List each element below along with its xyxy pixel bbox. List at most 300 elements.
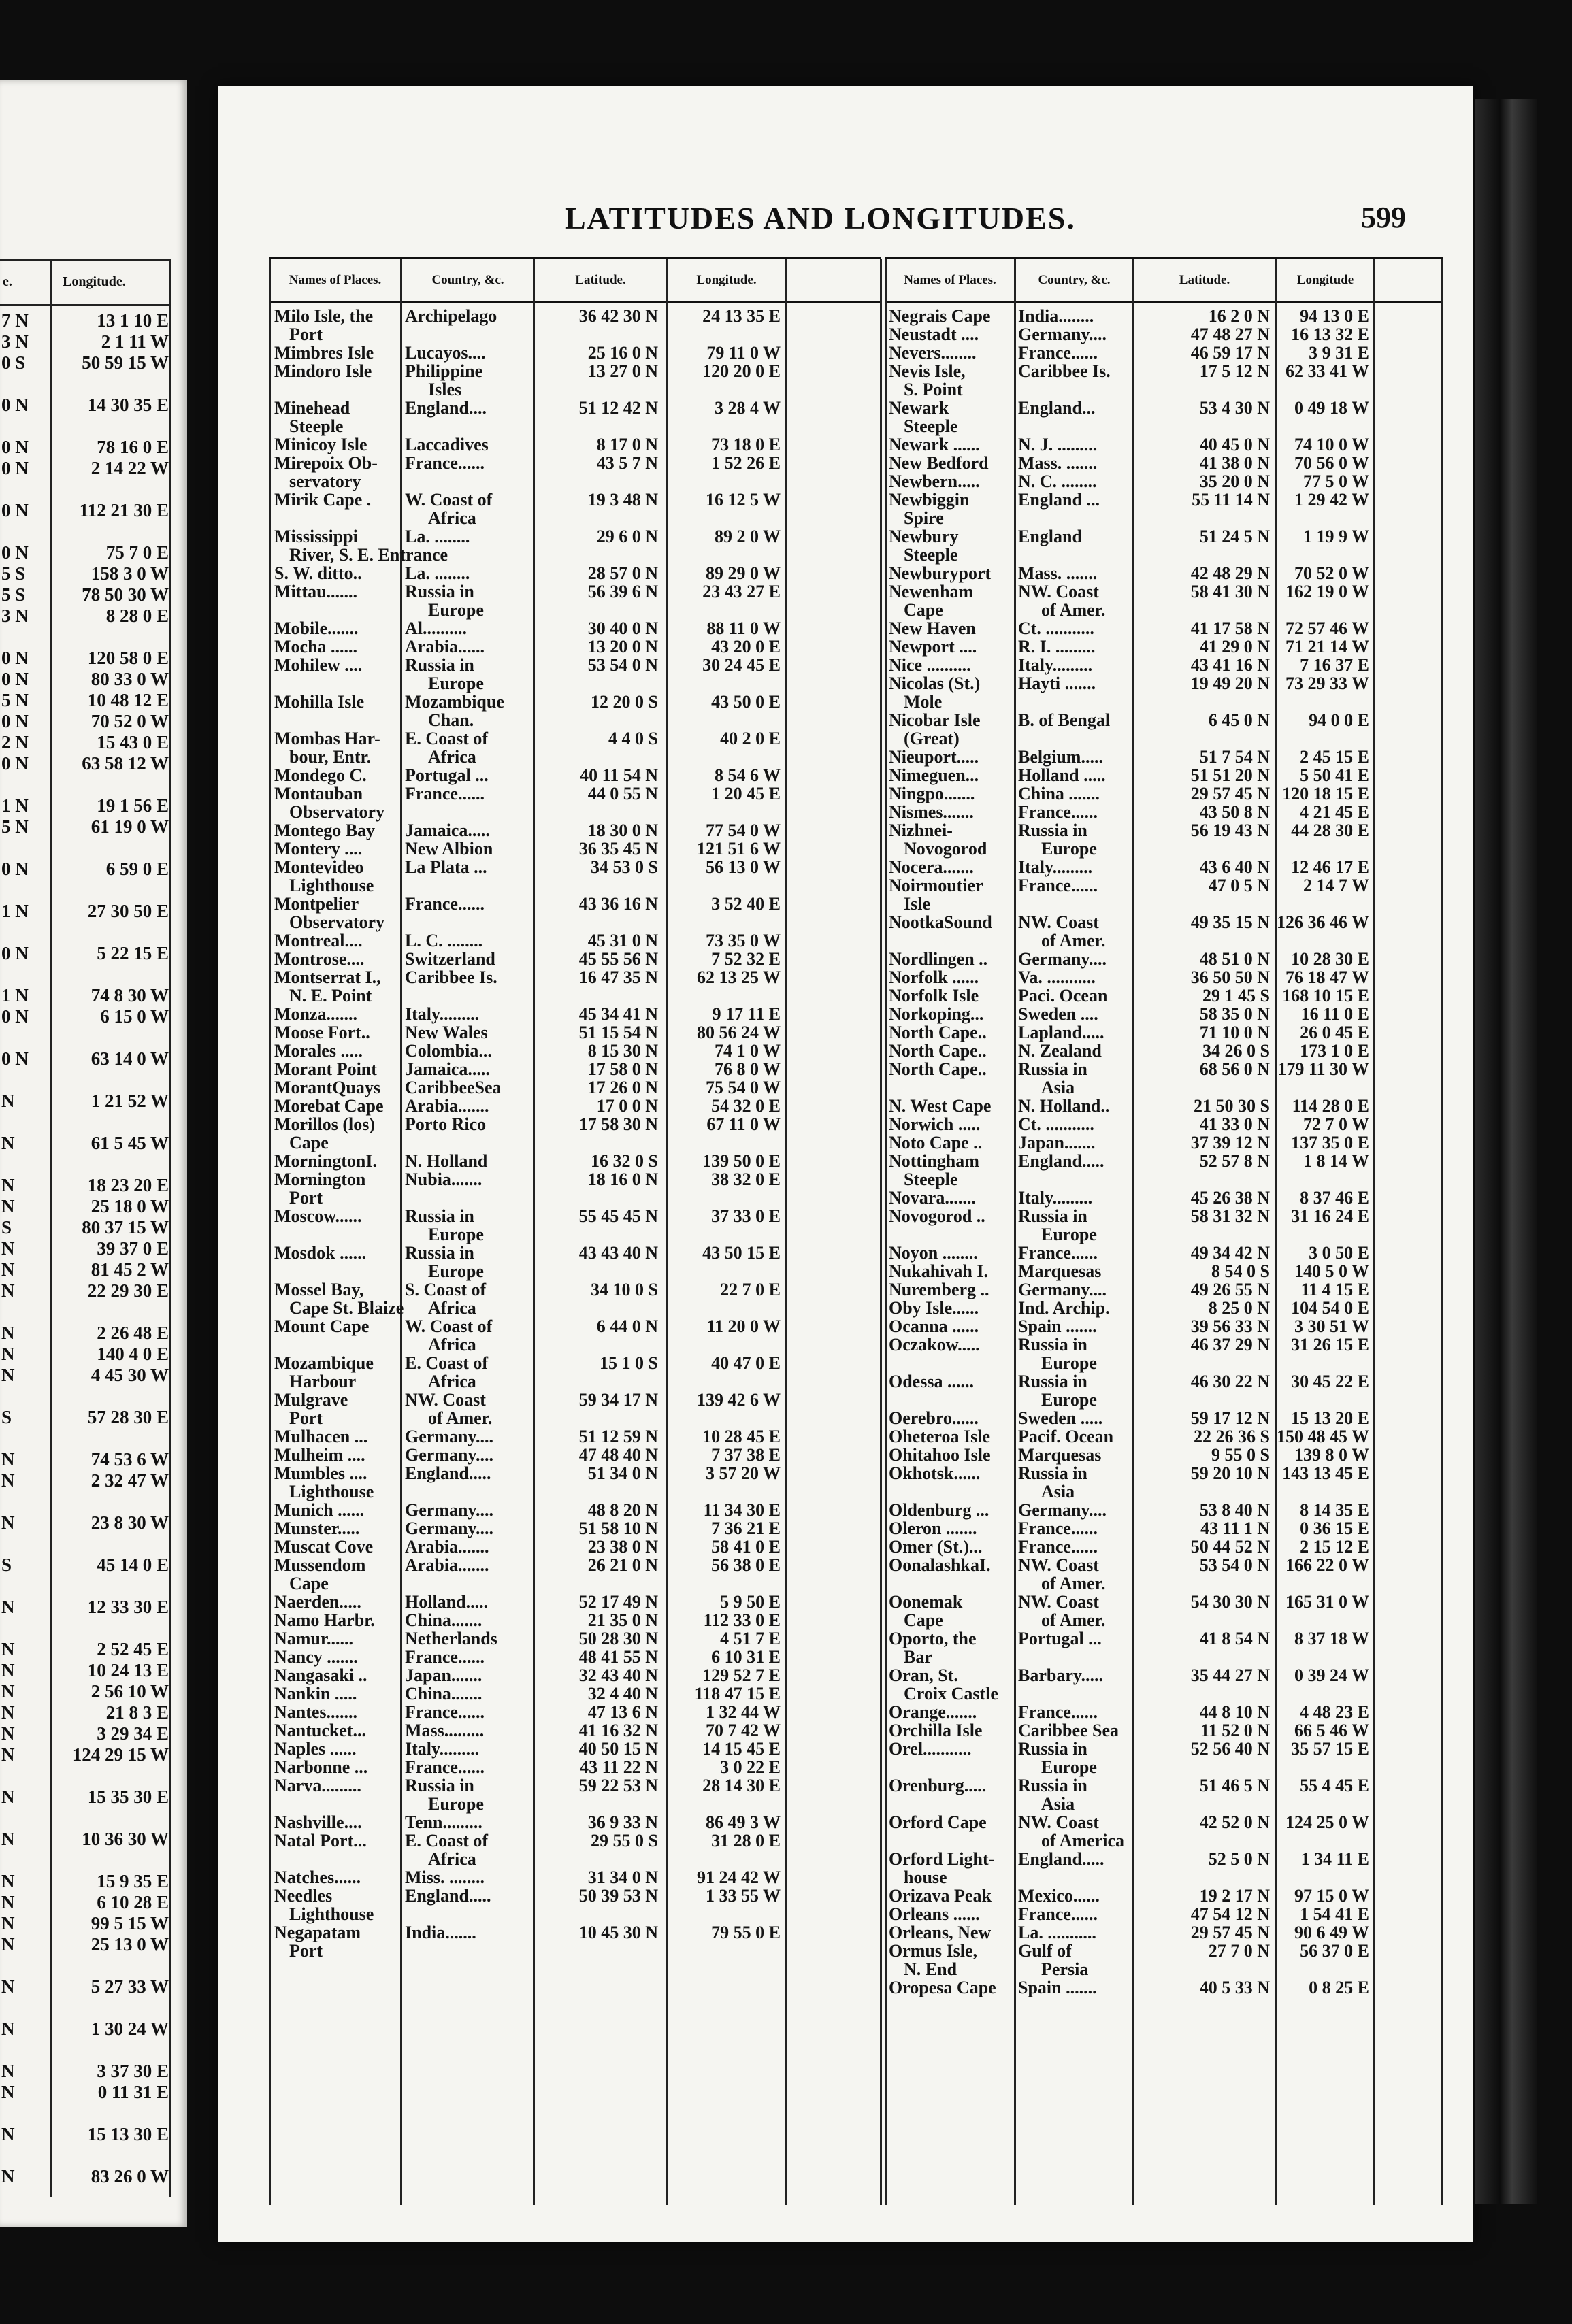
place-name: Negrais Cape — [889, 306, 991, 326]
latitude: 53 54 0 N — [1199, 1555, 1270, 1575]
table-row — [885, 1097, 1443, 1115]
longitude: 3 52 40 E — [711, 894, 781, 914]
latitude: 43 11 22 N — [580, 1757, 658, 1777]
country: Russia in — [405, 1776, 474, 1795]
fragment-lat: S — [1, 1555, 12, 1575]
fragment-lon: 19 1 56 E — [97, 795, 169, 816]
table-row — [885, 1189, 1443, 1207]
table-row — [885, 766, 1443, 784]
latitude: 52 57 8 N — [1199, 1151, 1270, 1171]
country-cont: Europe — [428, 1261, 484, 1281]
fragment-row — [0, 753, 171, 774]
latitude: 42 52 0 N — [1199, 1812, 1270, 1832]
place-name: Orleans, New — [889, 1923, 992, 1942]
longitude: 3 0 50 E — [1309, 1243, 1369, 1263]
longitude: 74 1 0 W — [714, 1041, 781, 1061]
table-row — [885, 1905, 1443, 1923]
table-row — [885, 1060, 1443, 1097]
place-name: Montreal.... — [274, 931, 363, 950]
table-row — [885, 1593, 1443, 1629]
fragment-lon: 63 58 12 W — [82, 753, 169, 774]
place-name: MorningtonI. — [274, 1151, 377, 1171]
table-row — [269, 564, 881, 582]
table-row — [885, 1923, 1443, 1942]
fragment-lat: N — [1, 1091, 15, 1111]
country: France...... — [1018, 1702, 1098, 1722]
table-row — [269, 1152, 881, 1170]
fragment-lon: 83 26 0 W — [91, 2166, 169, 2187]
place-name: Orel........... — [889, 1739, 972, 1759]
place-name: Oczakow..... — [889, 1335, 980, 1355]
latitude: 34 26 0 S — [1202, 1041, 1270, 1061]
fragment-lat: 0 N — [1, 711, 29, 731]
country: Ind. Archip. — [1018, 1298, 1110, 1318]
latitude: 50 28 30 N — [578, 1629, 658, 1648]
country: La Plata ... — [405, 857, 487, 877]
country: England..... — [1018, 1849, 1104, 1869]
latitude: 17 58 30 N — [578, 1114, 658, 1134]
country: CaribbeeSea — [405, 1078, 502, 1097]
longitude: 166 22 0 W — [1285, 1555, 1369, 1575]
table-row — [885, 858, 1443, 876]
fragment-lon: 2 56 10 W — [91, 1681, 169, 1702]
latitude: 29 55 0 S — [591, 1831, 658, 1850]
fragment-lon: 0 11 31 E — [97, 2082, 169, 2102]
table-row — [885, 1666, 1443, 1703]
table-row — [885, 435, 1443, 454]
longitude: 31 26 15 E — [1291, 1335, 1369, 1355]
fragment-lat: 0 N — [1, 395, 29, 415]
table-row — [885, 1042, 1443, 1060]
place-name: Nocera....... — [889, 857, 974, 877]
longitude: 77 54 0 W — [705, 820, 781, 840]
country: Italy......... — [405, 1739, 480, 1759]
country: N. Zealand — [1018, 1041, 1102, 1061]
latitude: 59 17 12 N — [1190, 1408, 1270, 1428]
place-name: New Bedford — [889, 453, 989, 473]
country: France...... — [1018, 1518, 1098, 1538]
fragment-lat: N — [1, 1238, 15, 1259]
table-row — [269, 1831, 881, 1868]
fragment-row — [0, 500, 171, 521]
longitude: 79 55 0 E — [711, 1923, 781, 1942]
fragment-lon: 78 16 0 E — [97, 437, 169, 457]
country: Archipelago — [405, 306, 497, 326]
longitude: 30 24 45 E — [702, 655, 781, 675]
country: Germany.... — [1018, 949, 1107, 969]
longitude: 40 2 0 E — [720, 729, 781, 748]
country: Germany.... — [405, 1427, 493, 1446]
country: Miss. ........ — [405, 1868, 485, 1887]
country: Porto Rico — [405, 1114, 487, 1134]
latitude: 13 20 0 N — [587, 637, 658, 657]
latitude: 30 40 0 N — [587, 618, 658, 638]
longitude: 8 37 18 W — [1294, 1629, 1369, 1648]
place-name: Mohilla Isle — [274, 692, 365, 712]
fragment-row — [0, 1850, 171, 1871]
table-row — [885, 1335, 1443, 1372]
latitude: 41 17 58 N — [1190, 618, 1270, 638]
table-row — [269, 491, 881, 527]
latitude: 46 37 29 N — [1190, 1335, 1270, 1355]
country: France...... — [405, 1757, 485, 1777]
table-row — [885, 454, 1443, 472]
longitude: 72 57 46 W — [1285, 618, 1369, 638]
longitude: 72 7 0 W — [1303, 1114, 1369, 1134]
longitude: 79 11 0 W — [706, 343, 781, 363]
fragment-row — [0, 943, 171, 964]
table-row — [269, 1758, 881, 1776]
longitude: 94 0 0 E — [1309, 710, 1369, 730]
fragment-lat: 7 N — [1, 310, 29, 331]
country: Russia in — [405, 1243, 474, 1263]
fragment-lon: 61 19 0 W — [91, 816, 169, 837]
longitude: 173 1 0 E — [1300, 1041, 1369, 1061]
fragment-row — [0, 1576, 171, 1597]
fragment-lon: 2 1 11 W — [101, 331, 169, 352]
longitude: 5 50 41 E — [1300, 765, 1369, 785]
longitude: 120 20 0 E — [702, 361, 781, 381]
fragment-lat: N — [1, 1976, 15, 1997]
country: Germany.... — [1018, 1280, 1107, 1299]
country-cont: Africa — [428, 508, 476, 528]
country-cont: Europe — [428, 600, 484, 620]
fragment-row — [0, 1238, 171, 1259]
fragment-lat: 0 N — [1, 1006, 29, 1027]
table-rows — [269, 307, 881, 1960]
latitude: 15 1 0 S — [600, 1353, 658, 1373]
latitude: 35 44 27 N — [1190, 1665, 1270, 1685]
fragment-row — [0, 648, 171, 669]
place-name: Orford Light- — [889, 1849, 995, 1869]
fragment-lon: 15 35 30 E — [87, 1787, 169, 1807]
table-row — [885, 564, 1443, 582]
table-row — [269, 1868, 881, 1887]
longitude: 1 34 11 E — [1300, 1849, 1369, 1869]
longitude: 7 16 37 E — [1300, 655, 1369, 675]
place-name: Oropesa Cape — [889, 1978, 996, 1997]
table-row — [885, 1446, 1443, 1464]
fragment-row — [0, 1787, 171, 1808]
place-name: Naples ...... — [274, 1739, 357, 1759]
latitude: 59 34 17 N — [578, 1390, 658, 1410]
country: Portugal ... — [1018, 1629, 1102, 1648]
longitude: 55 4 45 E — [1300, 1776, 1369, 1795]
place-name-cont: Novogorod — [904, 839, 987, 859]
country: Netherlands — [405, 1629, 497, 1648]
latitude: 17 5 12 N — [1199, 361, 1270, 381]
latitude: 56 39 6 N — [587, 582, 658, 601]
country-cont: of Amer. — [1041, 1610, 1106, 1630]
country: NW. Coast — [405, 1390, 486, 1410]
fragment-lon: 74 8 30 W — [91, 985, 169, 1006]
fragment-row — [0, 1597, 171, 1618]
country: India........ — [1018, 306, 1094, 326]
table-row — [269, 784, 881, 821]
place-name: Newburyport — [889, 563, 992, 583]
place-name: Nankin ..... — [274, 1684, 357, 1704]
fragment-row — [0, 1365, 171, 1386]
latitude: 19 2 17 N — [1199, 1886, 1270, 1906]
country: Portugal ... — [405, 765, 489, 785]
country: NW. Coast — [1018, 912, 1099, 932]
country: England — [1018, 527, 1082, 546]
country: Va. ........... — [1018, 967, 1096, 987]
table-row — [885, 876, 1443, 913]
place-name: Newport .... — [889, 637, 977, 657]
fragment-row — [0, 1555, 171, 1576]
latitude: 45 34 41 N — [578, 1004, 658, 1024]
place-name: North Cape.. — [889, 1059, 987, 1079]
place-name: Munich ...... — [274, 1500, 365, 1520]
place-name: Orenburg..... — [889, 1776, 987, 1795]
country: France...... — [1018, 1904, 1098, 1924]
place-name: Noyon ........ — [889, 1243, 978, 1263]
place-name: OonalashkaI. — [889, 1555, 991, 1575]
place-name: Mulhacen ... — [274, 1427, 368, 1446]
longitude: 143 13 45 E — [1282, 1463, 1369, 1483]
place-name: Natal Port... — [274, 1831, 367, 1850]
place-name: Nizhnei- — [889, 820, 953, 840]
longitude: 91 24 42 W — [696, 1868, 781, 1887]
longitude: 43 50 0 E — [711, 692, 781, 712]
country-cont: Europe — [428, 674, 484, 693]
place-name: Nicolas (St.) — [889, 674, 981, 693]
country: England..... — [405, 1463, 491, 1483]
place-name: Orleans ...... — [889, 1904, 980, 1924]
fragment-lon: 140 4 0 E — [97, 1344, 169, 1364]
fragment-row — [0, 1913, 171, 1934]
place-name-cont: Cape — [289, 1133, 329, 1152]
fragment-lat: 1 N — [1, 795, 29, 816]
longitude: 73 35 0 W — [705, 931, 781, 950]
country: Lapland..... — [1018, 1023, 1104, 1042]
country: England.... — [405, 398, 487, 418]
latitude: 58 35 0 N — [1199, 1004, 1270, 1024]
fragment-lat: N — [1, 1175, 15, 1195]
fragment-row — [0, 774, 171, 795]
table-row — [885, 325, 1443, 344]
table-row — [885, 1629, 1443, 1666]
place-name-cont: S. Point — [904, 380, 963, 399]
fragment-lat: N — [1, 1259, 15, 1280]
table-row — [885, 582, 1443, 619]
table-row — [269, 1317, 881, 1354]
country: Jamaica..... — [405, 1059, 490, 1079]
place-name-cont: Cape — [904, 1610, 943, 1630]
place-name: Montrose.... — [274, 949, 365, 969]
place-name: Naerden..... — [274, 1592, 361, 1612]
fragment-lon: 10 24 13 E — [87, 1660, 169, 1680]
country-cont: Africa — [428, 1849, 476, 1869]
fragment-lat: N — [1, 1597, 15, 1617]
fragment-lon: 61 5 45 W — [91, 1133, 169, 1153]
fragment-row — [0, 1808, 171, 1829]
latitude: 48 41 55 N — [578, 1647, 658, 1667]
place-name: Ohitahoo Isle — [889, 1445, 991, 1465]
country: Hayti ....... — [1018, 674, 1096, 693]
place-name: S. W. ditto.. — [274, 563, 362, 583]
latitude: 45 55 56 N — [578, 949, 658, 969]
country-cont: Asia — [1041, 1482, 1075, 1501]
place-name: Newbury — [889, 527, 959, 546]
latitude: 32 43 40 N — [578, 1665, 658, 1685]
place-name-cont: Lighthouse — [289, 1904, 374, 1924]
place-name: Orford Cape — [889, 1812, 987, 1832]
table-row — [269, 1244, 881, 1280]
place-name: Norfolk Isle — [889, 986, 979, 1006]
longitude: 58 41 0 E — [711, 1537, 781, 1557]
country-cont: Europe — [1041, 839, 1097, 859]
country: Holland ..... — [1018, 765, 1106, 785]
place-name: Morant Point — [274, 1059, 377, 1079]
place-name: Mosdok ...... — [274, 1243, 367, 1263]
place-name-cont: Steeple — [904, 1169, 958, 1189]
fragment-lon: 78 50 30 W — [82, 584, 169, 605]
table-row — [269, 1427, 881, 1446]
fragment-row — [0, 1449, 171, 1470]
table-row — [885, 1942, 1443, 1978]
fragment-lat: 0 N — [1, 859, 29, 879]
place-name: Natches...... — [274, 1868, 361, 1887]
latitude: 51 51 20 N — [1190, 765, 1270, 785]
fragment-lon: 25 18 0 W — [91, 1196, 169, 1216]
latitude: 23 38 0 N — [587, 1537, 658, 1557]
country: S. Coast of — [405, 1280, 487, 1299]
longitude: 3 9 31 E — [1309, 343, 1369, 363]
longitude: 1 54 41 E — [1300, 1904, 1369, 1924]
country: England... — [1018, 398, 1096, 418]
fragment-lat: N — [1, 1829, 15, 1849]
country: Germany.... — [1018, 1500, 1107, 1520]
place-name: Minicoy Isle — [274, 435, 367, 454]
longitude: 28 14 30 E — [702, 1776, 781, 1795]
latitude: 31 34 0 N — [587, 1868, 658, 1887]
latitude: 55 45 45 N — [578, 1206, 658, 1226]
place-name: Oporto, the — [889, 1629, 977, 1648]
longitude: 11 20 0 W — [706, 1316, 781, 1336]
fragment-lat: N — [1, 1196, 15, 1216]
table-row — [269, 1446, 881, 1464]
latitude: 53 8 40 N — [1199, 1500, 1270, 1520]
fragment-lat: 0 N — [1, 943, 29, 963]
table-row — [885, 399, 1443, 435]
book-spine — [1475, 99, 1537, 2204]
country-cont: Europe — [1041, 1757, 1097, 1777]
fragment-lat: N — [1, 1934, 15, 1955]
place-name: Negapatam — [274, 1923, 361, 1942]
fragment-lon: 158 3 0 W — [91, 563, 169, 584]
fragment-lon: 70 52 0 W — [91, 711, 169, 731]
table-row — [269, 1556, 881, 1593]
left-fragment-rows — [0, 310, 171, 2187]
country: Japan....... — [1018, 1133, 1096, 1152]
header-country: Country, &c. — [1038, 273, 1111, 287]
place-name: Nashville.... — [274, 1812, 362, 1832]
country: Arabia....... — [405, 1096, 489, 1116]
longitude: 0 8 25 E — [1309, 1978, 1369, 1997]
fragment-row — [0, 627, 171, 648]
latitude: 50 39 53 N — [578, 1886, 658, 1906]
latitude: 22 26 36 S — [1194, 1427, 1270, 1446]
place-name: Newenham — [889, 582, 974, 601]
latitude: 51 12 42 N — [578, 398, 658, 418]
country: Philippine — [405, 361, 483, 381]
fragment-lon: 120 58 0 E — [87, 648, 169, 668]
longitude: 77 5 0 W — [1303, 471, 1369, 491]
latitude: 47 0 5 N — [1208, 876, 1270, 895]
latitude: 45 31 0 N — [587, 931, 658, 950]
place-name: Narbonne ... — [274, 1757, 368, 1777]
longitude: 22 7 0 E — [720, 1280, 781, 1299]
longitude: 44 28 30 E — [1291, 820, 1369, 840]
longitude: 16 13 32 E — [1291, 325, 1369, 344]
country: Mozambique — [405, 692, 504, 712]
country: Arabia....... — [405, 1537, 489, 1557]
latitude: 52 17 49 N — [578, 1592, 658, 1612]
longitude: 70 52 0 W — [1294, 563, 1369, 583]
country: Italy......... — [1018, 857, 1093, 877]
longitude: 12 46 17 E — [1291, 857, 1369, 877]
longitude: 5 9 50 E — [720, 1592, 781, 1612]
place-name-cont: Steeple — [289, 416, 344, 436]
place-name: Nantucket... — [274, 1721, 367, 1740]
place-name: Newbiggin — [889, 490, 970, 510]
table-row — [269, 656, 881, 693]
latitude: 45 26 38 N — [1190, 1188, 1270, 1208]
latitude: 43 6 40 N — [1199, 857, 1270, 877]
fragment-row — [0, 1470, 171, 1491]
place-name: Mohilew .... — [274, 655, 363, 675]
latitude: 29 57 45 N — [1190, 784, 1270, 803]
latitude: 12 20 0 S — [591, 692, 658, 712]
fragment-lon: 4 45 30 W — [91, 1365, 169, 1385]
fragment-row — [0, 1512, 171, 1533]
fragment-lat: 5 N — [1, 816, 29, 837]
place-name-cont: servatory — [289, 471, 361, 491]
fragment-row — [0, 1765, 171, 1787]
table-row — [269, 435, 881, 454]
longitude: 3 0 22 E — [720, 1757, 781, 1777]
place-name: Nevers........ — [889, 343, 977, 363]
place-name: Novara....... — [889, 1188, 976, 1208]
longitude: 7 52 32 E — [711, 949, 781, 969]
fragment-row — [0, 1892, 171, 1913]
place-name: Mount Cape — [274, 1316, 370, 1336]
table-row — [269, 637, 881, 656]
place-name: Mimbres Isle — [274, 343, 374, 363]
longitude: 8 37 46 E — [1300, 1188, 1369, 1208]
fragment-row — [0, 1660, 171, 1681]
country: La. ........ — [405, 563, 470, 583]
fragment-lat: N — [1, 1892, 15, 1912]
place-name-cont: Croix Castle — [904, 1684, 998, 1704]
latitude: 17 0 0 N — [596, 1096, 658, 1116]
table-row — [269, 1207, 881, 1244]
fragment-row — [0, 310, 171, 331]
table-row — [885, 986, 1443, 1005]
longitude: 1 20 45 E — [711, 784, 781, 803]
fragment-row — [0, 2061, 171, 2082]
place-name: Oran, St. — [889, 1665, 958, 1685]
country-cont: Africa — [428, 1372, 476, 1391]
table-row — [885, 1978, 1443, 1997]
latitude: 55 11 14 N — [1192, 490, 1270, 510]
place-name: Orizava Peak — [889, 1886, 992, 1906]
place-name-cont: Port — [289, 1188, 323, 1208]
place-name-cont: Port — [289, 1408, 323, 1428]
country: Italy......... — [1018, 1188, 1093, 1208]
